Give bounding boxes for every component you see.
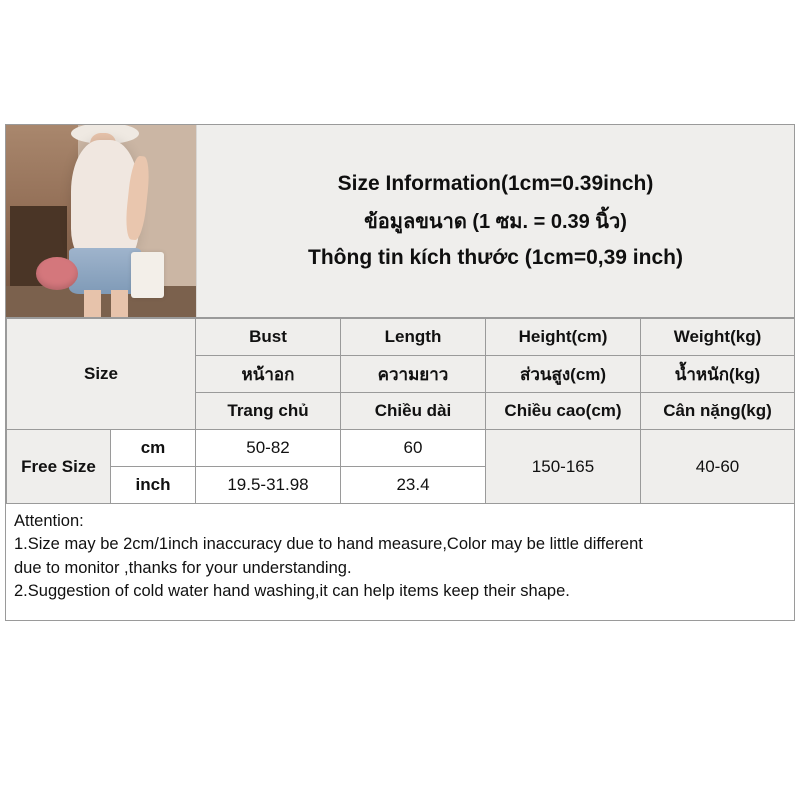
header-weight-th: น้ำหนัก(kg) [641,356,795,393]
cell-length-cm: 60 [341,430,486,467]
table-row-cm [7,430,795,467]
header-height-en: Height(cm) [486,319,641,356]
unit-cm: cm [111,430,196,467]
title-block [197,125,794,317]
attention-block [6,504,794,620]
product-photo [6,125,197,317]
header-height-th: ส่วนสูง(cm) [486,356,641,393]
title-thai: ข้อมูลขนาด (1 ซม. = 0.39 นิ้ว) [364,211,627,233]
header-band [6,125,794,318]
header-length-vi: Chiều dài [341,393,486,430]
size-chart-sheet [5,124,795,621]
photo-model-shorts [69,248,141,294]
header-length-en: Length [341,319,486,356]
size-label-cell: Size [7,319,196,430]
cell-length-inch: 23.4 [341,467,486,504]
header-bust-th: หน้าอก [196,356,341,393]
photo-model-leg-right [111,290,128,317]
header-height-vi: Chiều cao(cm) [486,393,641,430]
photo-model-leg-left [84,290,101,317]
header-bust-en: Bust [196,319,341,356]
attention-line-3: 2.Suggestion of cold water hand washing,it can help items keep their shape. [14,582,570,601]
header-weight-en: Weight(kg) [641,319,795,356]
header-weight-vi: Cân nặng(kg) [641,393,795,430]
photo-round-bag [36,257,78,290]
row-label-free-size: Free Size [7,430,111,504]
photo-white-bag [131,252,163,298]
header-bust-vi: Trang chủ [196,393,341,430]
cell-height-range: 150-165 [486,430,641,504]
cell-bust-cm: 50-82 [196,430,341,467]
title-vietnamese: Thông tin kích thước (1cm=0,39 inch) [308,246,683,269]
size-table [6,318,795,504]
attention-heading: Attention: [14,512,84,530]
attention-line-1: 1.Size may be 2cm/1inch inaccuracy due to hand measure,Color may be little different [14,535,643,554]
header-length-th: ความยาว [341,356,486,393]
cell-weight-range: 40-60 [641,430,795,504]
table-row-header-en [7,319,795,356]
unit-inch: inch [111,467,196,504]
attention-line-2: due to monitor ,thanks for your understanding. [14,558,352,577]
cell-bust-inch: 19.5-31.98 [196,467,341,504]
title-english: Size Information(1cm=0.39inch) [337,172,654,195]
